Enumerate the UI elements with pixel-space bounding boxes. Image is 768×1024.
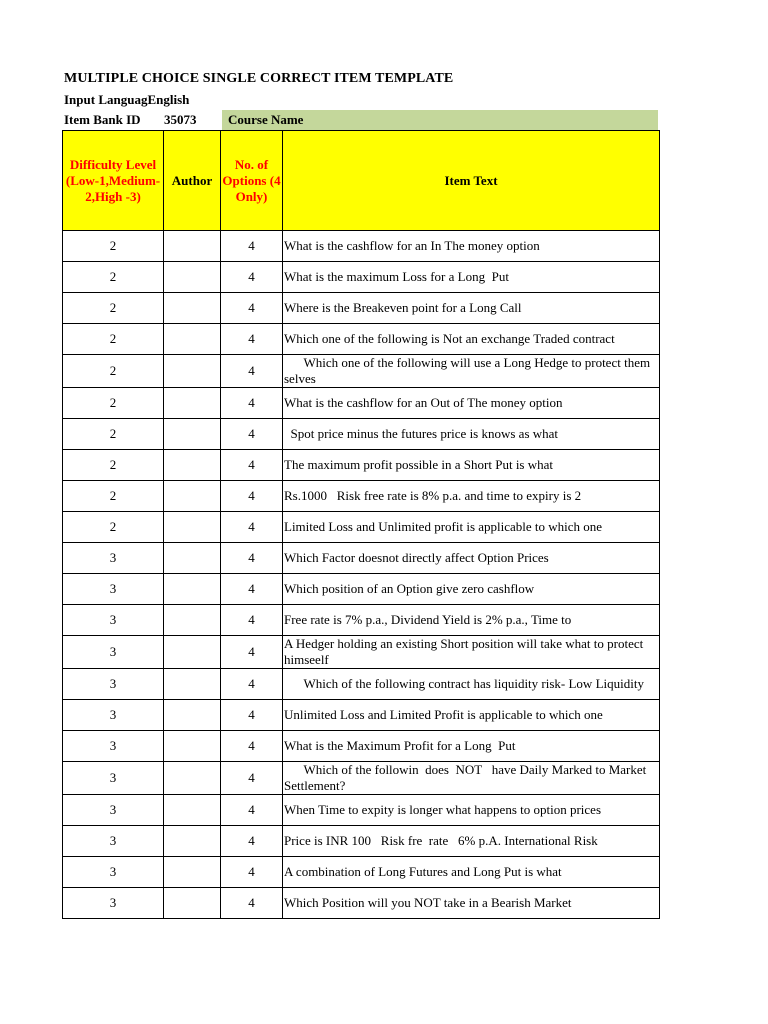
cell-difficulty-value: 3 xyxy=(109,676,117,691)
cell-difficulty[interactable] xyxy=(63,543,164,574)
cell-difficulty[interactable] xyxy=(63,605,164,636)
item-table xyxy=(62,130,660,919)
cell-options-value: 4 xyxy=(248,300,255,315)
table-row xyxy=(63,826,660,857)
input-language-value: English xyxy=(147,92,190,107)
cell-options-value: 4 xyxy=(248,738,255,753)
cell-item-text[interactable] xyxy=(283,605,660,636)
cell-item-text-value: Which position of an Option give zero cashflow xyxy=(284,581,535,596)
cell-difficulty[interactable] xyxy=(63,481,164,512)
cell-options-value: 4 xyxy=(248,363,255,378)
course-name-cell[interactable]: Course Name xyxy=(222,110,658,130)
cell-difficulty[interactable] xyxy=(63,795,164,826)
cell-item-text[interactable] xyxy=(283,857,660,888)
cell-author[interactable] xyxy=(164,450,221,481)
cell-options[interactable] xyxy=(221,293,283,324)
cell-difficulty-value: 3 xyxy=(109,770,117,785)
cell-difficulty[interactable] xyxy=(63,857,164,888)
cell-item-text[interactable] xyxy=(283,355,660,388)
cell-item-text-value: Spot price minus the futures price is knows as what xyxy=(284,426,559,441)
cell-difficulty-value: 2 xyxy=(109,426,117,441)
cell-author[interactable] xyxy=(164,355,221,388)
table-row xyxy=(63,450,660,481)
cell-options[interactable] xyxy=(221,419,283,450)
table-row xyxy=(63,262,660,293)
input-language-label: Input Languag xyxy=(64,92,148,107)
cell-difficulty[interactable] xyxy=(63,762,164,795)
cell-author[interactable] xyxy=(164,888,221,919)
item-bank-label: Item Bank ID xyxy=(64,112,141,127)
cell-item-text-value: Which one of the following will use a Long Hedge to protect them selves xyxy=(284,355,654,386)
cell-author[interactable] xyxy=(164,700,221,731)
cell-item-text[interactable] xyxy=(283,795,660,826)
cell-item-text[interactable] xyxy=(283,293,660,324)
cell-options-value: 4 xyxy=(248,864,255,879)
cell-options-value: 4 xyxy=(248,833,255,848)
cell-options[interactable] xyxy=(221,700,283,731)
cell-options-value: 4 xyxy=(248,676,255,691)
cell-item-text-value: What is the cashflow for an In The money option xyxy=(284,238,540,253)
cell-difficulty-value: 3 xyxy=(109,581,117,596)
cell-author[interactable] xyxy=(164,857,221,888)
cell-difficulty-value: 3 xyxy=(109,864,117,879)
cell-options[interactable] xyxy=(221,636,283,669)
cell-item-text-value: Unlimited Loss and Limited Profit is applicable to which one xyxy=(284,707,603,722)
cell-options-value: 4 xyxy=(248,238,255,253)
cell-difficulty-value: 2 xyxy=(109,238,117,253)
header-difficulty: Difficulty Level (Low-1,Medium-2,High -3) xyxy=(63,131,164,231)
table-row xyxy=(63,669,660,700)
cell-options-value: 4 xyxy=(248,519,255,534)
cell-item-text[interactable] xyxy=(283,669,660,700)
table-row xyxy=(63,512,660,543)
table-row xyxy=(63,355,660,388)
cell-difficulty-value: 2 xyxy=(109,457,117,472)
input-language-row xyxy=(64,90,664,110)
cell-item-text-value: Which Factor doesnot directly affect Option Prices xyxy=(284,550,549,565)
cell-item-text[interactable] xyxy=(283,388,660,419)
cell-item-text-value: Free rate is 7% p.a., Dividend Yield is 2% p.a., Time to xyxy=(284,612,572,627)
cell-difficulty[interactable] xyxy=(63,512,164,543)
cell-options[interactable] xyxy=(221,888,283,919)
cell-difficulty[interactable] xyxy=(63,293,164,324)
cell-item-text-value: Which of the following contract has liquidity risk- Low Liquidity xyxy=(284,676,644,691)
cell-options[interactable] xyxy=(221,481,283,512)
cell-author[interactable] xyxy=(164,388,221,419)
cell-author[interactable] xyxy=(164,293,221,324)
cell-options-value: 4 xyxy=(248,770,255,785)
table-row xyxy=(63,731,660,762)
cell-options-value: 4 xyxy=(248,550,255,565)
cell-item-text-value: Price is INR 100 Risk fre rate 6% p.A. International Risk xyxy=(284,833,598,848)
cell-author[interactable] xyxy=(164,636,221,669)
cell-options-value: 4 xyxy=(248,644,255,659)
cell-item-text-value: When Time to expity is longer what happens to option prices xyxy=(284,802,602,817)
cell-item-text-value: The maximum profit possible in a Short Put is what xyxy=(284,457,554,472)
cell-options-value: 4 xyxy=(248,612,255,627)
cell-difficulty-value: 3 xyxy=(109,895,117,910)
cell-item-text[interactable] xyxy=(283,888,660,919)
cell-item-text-value: A combination of Long Futures and Long Put is what xyxy=(284,864,562,879)
cell-item-text[interactable] xyxy=(283,700,660,731)
cell-options[interactable] xyxy=(221,826,283,857)
table-row xyxy=(63,293,660,324)
table-row xyxy=(63,888,660,919)
cell-options[interactable] xyxy=(221,262,283,293)
cell-item-text[interactable] xyxy=(283,762,660,795)
cell-item-text[interactable] xyxy=(283,262,660,293)
cell-difficulty[interactable] xyxy=(63,888,164,919)
cell-difficulty[interactable] xyxy=(63,324,164,355)
header-options: No. of Options (4 Only) xyxy=(221,131,283,231)
cell-options[interactable] xyxy=(221,762,283,795)
cell-difficulty-value: 3 xyxy=(109,612,117,627)
table-row xyxy=(63,636,660,669)
cell-options[interactable] xyxy=(221,731,283,762)
cell-options[interactable] xyxy=(221,669,283,700)
cell-item-text-value: What is the Maximum Profit for a Long Put xyxy=(284,738,516,753)
table-row xyxy=(63,419,660,450)
cell-difficulty[interactable] xyxy=(63,450,164,481)
cell-options-value: 4 xyxy=(248,581,255,596)
cell-item-text[interactable] xyxy=(283,512,660,543)
cell-author[interactable] xyxy=(164,574,221,605)
item-bank-row xyxy=(64,110,658,130)
cell-difficulty-value: 2 xyxy=(109,363,117,378)
cell-options-value: 4 xyxy=(248,395,255,410)
cell-options-value: 4 xyxy=(248,802,255,817)
cell-difficulty-value: 3 xyxy=(109,644,117,659)
table-body xyxy=(63,231,660,919)
cell-options-value: 4 xyxy=(248,707,255,722)
cell-difficulty[interactable] xyxy=(63,700,164,731)
cell-options-value: 4 xyxy=(248,331,255,346)
cell-options[interactable] xyxy=(221,388,283,419)
table-row xyxy=(63,605,660,636)
cell-author[interactable] xyxy=(164,419,221,450)
cell-options-value: 4 xyxy=(248,457,255,472)
cell-difficulty[interactable] xyxy=(63,388,164,419)
cell-options-value: 4 xyxy=(248,488,255,503)
cell-author[interactable] xyxy=(164,324,221,355)
cell-item-text[interactable] xyxy=(283,731,660,762)
cell-difficulty-value: 3 xyxy=(109,550,117,565)
cell-difficulty-value: 3 xyxy=(109,802,117,817)
cell-item-text[interactable] xyxy=(283,450,660,481)
cell-difficulty[interactable] xyxy=(63,669,164,700)
table-row xyxy=(63,324,660,355)
cell-item-text[interactable] xyxy=(283,636,660,669)
cell-author[interactable] xyxy=(164,762,221,795)
cell-difficulty[interactable] xyxy=(63,262,164,293)
table-header-row xyxy=(63,131,660,231)
cell-difficulty[interactable] xyxy=(63,355,164,388)
cell-author[interactable] xyxy=(164,262,221,293)
table-row xyxy=(63,543,660,574)
cell-item-text-value: Which of the followin does NOT have Daily Marked to Market Settlement? xyxy=(284,762,650,793)
cell-item-text[interactable] xyxy=(283,826,660,857)
cell-author[interactable] xyxy=(164,795,221,826)
cell-item-text-value: Rs.1000 Risk free rate is 8% p.a. and time to expiry is 2 xyxy=(284,488,582,503)
cell-options-value: 4 xyxy=(248,895,255,910)
cell-author[interactable] xyxy=(164,826,221,857)
cell-options[interactable] xyxy=(221,605,283,636)
table-row xyxy=(63,795,660,826)
cell-difficulty-value: 2 xyxy=(109,395,117,410)
cell-author[interactable] xyxy=(164,481,221,512)
cell-difficulty[interactable] xyxy=(63,231,164,262)
cell-author[interactable] xyxy=(164,669,221,700)
cell-author[interactable] xyxy=(164,231,221,262)
cell-difficulty-value: 2 xyxy=(109,300,117,315)
item-bank-value[interactable]: 35073 xyxy=(164,112,197,127)
template-header xyxy=(64,68,664,110)
table-row xyxy=(63,231,660,262)
cell-options[interactable] xyxy=(221,574,283,605)
cell-difficulty-value: 3 xyxy=(109,707,117,722)
template-title: MULTIPLE CHOICE SINGLE CORRECT ITEM TEMPLATE xyxy=(64,71,454,86)
cell-item-text-value: A Hedger holding an existing Short position will take what to protect himseelf xyxy=(284,636,647,667)
header-item-text: Item Text xyxy=(283,131,660,231)
cell-item-text-value: What is the maximum Loss for a Long Put xyxy=(284,269,509,284)
cell-options[interactable] xyxy=(221,231,283,262)
cell-item-text[interactable] xyxy=(283,543,660,574)
cell-item-text-value: Where is the Breakeven point for a Long Call xyxy=(284,300,522,315)
cell-item-text[interactable] xyxy=(283,324,660,355)
cell-item-text-value: Which one of the following is Not an exchange Traded contract xyxy=(284,331,615,346)
cell-difficulty-value: 3 xyxy=(109,738,117,753)
table-row xyxy=(63,388,660,419)
cell-difficulty-value: 2 xyxy=(109,488,117,503)
cell-options[interactable] xyxy=(221,795,283,826)
table-row xyxy=(63,700,660,731)
cell-difficulty-value: 2 xyxy=(109,269,117,284)
cell-author[interactable] xyxy=(164,543,221,574)
cell-difficulty[interactable] xyxy=(63,731,164,762)
cell-options[interactable] xyxy=(221,324,283,355)
cell-difficulty[interactable] xyxy=(63,574,164,605)
table-row xyxy=(63,574,660,605)
cell-difficulty-value: 2 xyxy=(109,331,117,346)
cell-item-text[interactable] xyxy=(283,481,660,512)
cell-difficulty[interactable] xyxy=(63,826,164,857)
cell-difficulty-value: 2 xyxy=(109,519,117,534)
header-author: Author xyxy=(164,131,221,231)
table-row xyxy=(63,481,660,512)
cell-options[interactable] xyxy=(221,355,283,388)
cell-author[interactable] xyxy=(164,605,221,636)
cell-item-text-value: What is the cashflow for an Out of The money option xyxy=(284,395,563,410)
cell-item-text[interactable] xyxy=(283,231,660,262)
cell-difficulty[interactable] xyxy=(63,636,164,669)
table-row xyxy=(63,857,660,888)
cell-options-value: 4 xyxy=(248,269,255,284)
table-row xyxy=(63,762,660,795)
cell-item-text[interactable] xyxy=(283,574,660,605)
cell-options[interactable] xyxy=(221,512,283,543)
cell-author[interactable] xyxy=(164,512,221,543)
cell-options[interactable] xyxy=(221,543,283,574)
cell-difficulty-value: 3 xyxy=(109,833,117,848)
cell-options[interactable] xyxy=(221,857,283,888)
cell-item-text-value: Limited Loss and Unlimited profit is applicable to which one xyxy=(284,519,603,534)
cell-options[interactable] xyxy=(221,450,283,481)
cell-item-text[interactable] xyxy=(283,419,660,450)
cell-options-value: 4 xyxy=(248,426,255,441)
cell-difficulty[interactable] xyxy=(63,419,164,450)
cell-item-text-value: Which Position will you NOT take in a Bearish Market xyxy=(284,895,572,910)
cell-author[interactable] xyxy=(164,731,221,762)
